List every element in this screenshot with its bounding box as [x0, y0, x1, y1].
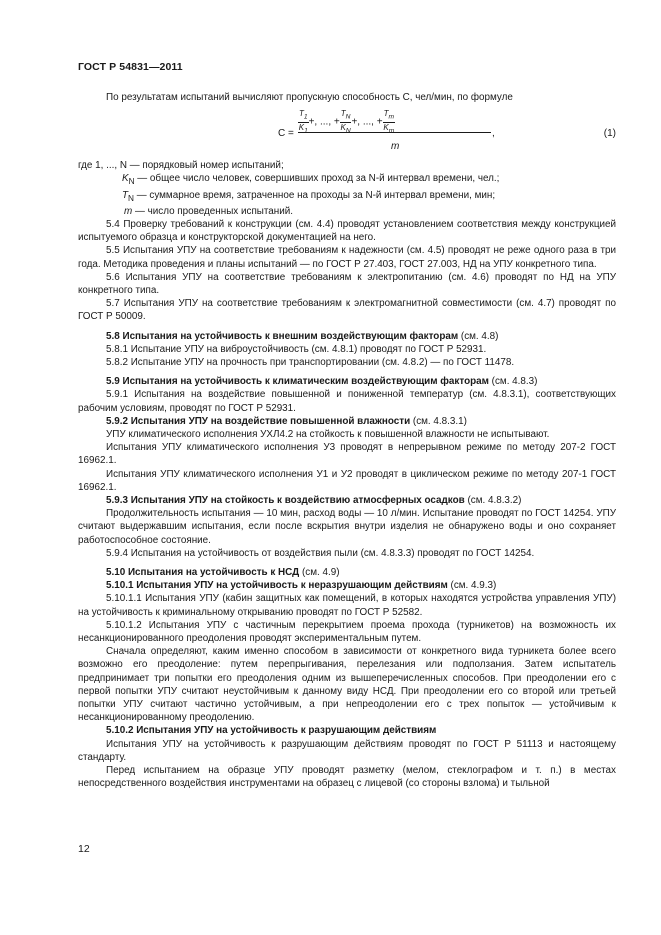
where-row-2: $K_N$ — общее число человек, совершивших проход за N-й интервал времени, чел.; — [122, 173, 500, 187]
paragraph-5-10-2-a: Испытания УПУ на устойчивость к разрушающим действиям проводят по ГОСТ Р 51113 и настоящему стандарту. — [78, 738, 616, 763]
intro-paragraph: По результатам испытаний вычисляют пропускную способность С, чел/мин, по формуле — [106, 92, 513, 103]
where-row-3: $T_N$ — суммарное время, затраченное на проходы за N-й интервал времени, мин; — [122, 189, 496, 203]
paragraph-5-7: 5.7 Испытания УПУ на соответствие требованиям к электромагнитной совместимости (см. 4.7) проводят по ГОСТ Р 50009. — [78, 298, 616, 323]
paragraph-5-5: 5.5 Испытания УПУ на соответствие требованиям к надежности (см. 4.5) проводят не реже одного раза в три года. Методика проведения и планы испытаний — по ГОСТ Р 27.403, ГОСТ 27.003, НД на УПУ конкретного типа. — [78, 245, 616, 270]
fraction-tn-kn: $\frac{T_N}{K_N}$ — [340, 109, 351, 135]
section-5-9-2-heading: 5.9.2 Испытания УПУ на воздействие повышенной влажности (см. 4.8.3.1) — [106, 415, 467, 427]
document-header: ГОСТ Р 54831—2011 — [78, 61, 183, 73]
section-5-10-1-heading: 5.10.1 Испытания УПУ на устойчивость к неразрушающим действиям (см. 4.9.3) — [106, 580, 497, 592]
paragraph-5-9-2-a: УПУ климатического исполнения УХЛ4.2 на стойкость к повышенной влажности не испытывают. — [106, 429, 550, 440]
fraction-tm-km: $\frac{T_m}{K_m}$ — [383, 109, 395, 135]
paragraph-5-9-4: 5.9.4 Испытания на устойчивость от воздействия пыли (см. 4.8.3.3) проводят по ГОСТ 14254. — [106, 547, 535, 559]
paragraph-5-8-1: 5.8.1 Испытание УПУ на виброустойчивость (см. 4.8.1) проводят по ГОСТ Р 52931. — [106, 343, 487, 355]
formula-1 — [78, 107, 616, 157]
fraction-t1-k1: $\frac{T_1}{K_1}$ — [298, 109, 308, 135]
paragraph-5-10-1-x: Сначала определяют, каким именно способом в зависимости от конкретного вида турникета более всего возможно его преодоление: путем перепрыгивания, перелезания или подползания. Затем испытатель предпринимает три попытки его преодоления одним из вышеперечисленных способов. При преодолении его с первой попытки УПУ считают неустойчивым к данному виду НСД. При преодолении его со второй или третьей попытки УПУ считают частично устойчивым, а при непреодолении его с трех попыток — устойчивым к несанкционированному преодолению. — [78, 646, 616, 724]
formula-separator: +, ..., + — [351, 116, 383, 128]
formula-separator: +, ..., + — [308, 116, 340, 128]
section-5-10-2-heading: 5.10.2 Испытания УПУ на устойчивость к разрушающим действиям — [106, 725, 437, 737]
where-row-1: где 1, ..., N — порядковый номер испытаний; — [78, 160, 284, 172]
page-number: 12 — [78, 843, 90, 855]
section-5-8-heading: 5.8 Испытания на устойчивость к внешним воздействующим факторам (см. 4.8) — [106, 330, 499, 342]
fraction-bar — [298, 132, 491, 133]
where-row-4: m — число проведенных испытаний. — [124, 205, 294, 217]
paragraph-5-10-2-b: Перед испытанием на образце УПУ проводят разметку (мелом, стеклографом и т. п.) в местах непосредственного воздействия инструментами на образец с лицевой (со стороны взлома) и тыльной — [78, 765, 616, 790]
section-5-10-heading: 5.10 Испытания на устойчивость к НСД (см. 4.9) — [106, 567, 340, 579]
paragraph-5-10-1-2: 5.10.1.2 Испытания УПУ с частичным перекрытием проема прохода (турникетов) на возможность их несанкционированного преодоления проводят экспериментальным путем. — [78, 619, 616, 645]
paragraph-5-6: 5.6 Испытания УПУ на соответствие требованиям к электропитанию (см. 4.6) проводят по НД на УПУ конкретного типа. — [78, 271, 616, 296]
paragraph-5-10-1-1: 5.10.1.1 Испытания УПУ (кабин защитных как помещений, в которых находятся устройства управления УПУ) на устойчивость к криминальному открыванию проводят по ГОСТ Р 52582. — [78, 593, 616, 618]
document-body — [78, 91, 616, 790]
section-5-9-heading: 5.9 Испытания на устойчивость к климатическим воздействующим факторам (см. 4.8.3) — [106, 376, 538, 388]
section-5-9-3-heading: 5.9.3 Испытания УПУ на стойкость к воздействию атмосферных осадков (см. 4.8.3.2) — [106, 495, 522, 507]
paragraph-5-9-2-b: Испытания УПУ климатического исполнения У3 проводят в непрерывном режиме по методу 207-2 ГОСТ 16962.1. — [78, 442, 616, 467]
paragraph-5-9-3-a: Продолжительность испытания — 10 мин, расход воды — 10 л/мин. Испытание проводят по ГОСТ 14254. УПУ считают выдержавшим испытания, если после вскрытия внутри изделия не обнаружено воды и оно сохраняет работоспособное состояние. — [78, 508, 616, 546]
formula-lhs: C = — [278, 128, 294, 140]
formula-denominator: m — [391, 141, 400, 153]
paragraph-5-4: 5.4 Проверку требований к конструкции (см. 4.4) проводят установлением соответствия между конструкцией испытуемого образца и конструкторской документацией на него. — [78, 218, 616, 244]
paragraph-5-9-1: 5.9.1 Испытания на воздействие повышенной и пониженной температур (см. 4.8.3.1), соответствующих рабочим условиям, проводят по ГОСТ Р 52931. — [78, 389, 616, 414]
formula-tail: , — [492, 128, 495, 140]
formula-number: (1) — [603, 128, 616, 140]
paragraph-5-8-2: 5.8.2 Испытание УПУ на прочность при транспортировании (см. 4.8.2) — по ГОСТ 11478. — [106, 356, 515, 368]
paragraph-5-9-2-c: Испытания УПУ климатического исполнения У1 и У2 проводят в циклическом режиме по методу 207-1 ГОСТ 16962.1. — [78, 468, 616, 493]
